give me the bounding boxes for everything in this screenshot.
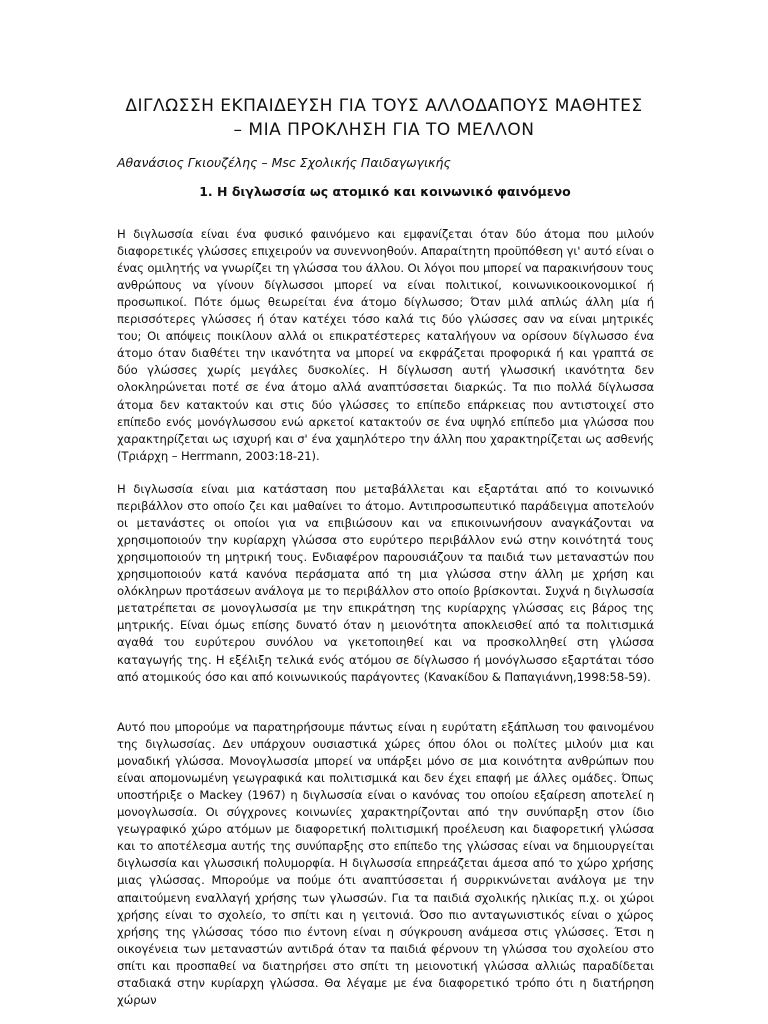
section-heading: 1. Η διγλωσσία ως ατομικό και κοινωνικό φαινόμενο	[199, 184, 571, 199]
author-line: Αθανάσιος Γκιουζέλης – Msc Σχολικής Παιδαγωγικής	[117, 155, 451, 170]
paragraph-2: Η διγλωσσία είναι μια κατάσταση που μεταβάλλεται και εξαρτάται από το κοινωνικό περιβάλλον στο οποίο ζει και μαθαίνει το άτομο. Αντιπροσωπευτικό παράδειγμα αποτελούν οι μετανάστες οι οποίοι για να επιβιώσουν και να επικοινωνήσουν αναγκάζονται να χρησιμοποιούν την κυρίαρχη γλώσσα στο ευρύτερο περιβάλλον ενώ στην κοινότητά τους χρησιμοποιούν τη μητρική τους. Ενδιαφέρον παρουσιάζουν τα παιδιά των μεταναστών που χρησιμοποιούν κατά κανόνα περάσματα από τη μια γλώσσα στην άλλη με χρήση και ολόκληρων προτάσεων ανάλογα με το περιβάλλον στο οποίο βρίσκονται. Συχνά η διγλωσσία μετατρέπεται σε μονογλωσσία με την επικράτηση της κυρίαρχης γλώσσας εις βάρος της μητρικής. Είναι όμως επίσης δυνατό όταν η μειονότητα αποκλεισθεί από τα πολιτισμικά αγαθά του ευρύτερου συνόλου να γκετοποιηθεί και να προσκολληθεί στη γλώσσα καταγωγής της. Η εξέλιξη τελικά ενός ατόμου σε δίγλωσσο ή μονόγλωσσο εξαρτάται τόσο από ατομικούς όσο και από κοινωνικούς παράγοντες (Κανακίδου & Παπαγιάννη,1998:58-59).	[117, 481, 654, 684]
document-title	[90, 94, 678, 142]
title-line-1: ΔΙΓΛΩΣΣΗ ΕΚΠΑΙΔΕΥΣΗ ΓΙΑ ΤΟΥΣ ΑΛΛΟΔΑΠΟΥΣ ΜΑΘΗΤΕΣ	[125, 96, 643, 116]
title-line-2: – ΜΙΑ ΠΡΟΚΛΗΣΗ ΓΙΑ ΤΟ ΜΕΛΛΟΝ	[233, 120, 535, 140]
paragraph-1: Η διγλωσσία είναι ένα φυσικό φαινόμενο και εμφανίζεται όταν δύο άτομα που μιλούν διαφορετικές γλώσσες επιχειρούν να συνεννοηθούν. Απαραίτητη προϋπόθεση γι' αυτό είναι ο ένας ομιλητής να γνωρίζει τη γλώσσα του άλλου. Οι λόγοι που μπορεί να παρακινήσουν τους ανθρώπους να γίνουν δίγλωσσοι μπορεί να είναι πολιτικοί, κοινωνικοοικονομικοί ή προσωπικοί. Πότε όμως θεωρείται ένα άτομο δίγλωσσο; Όταν μιλά απλώς άλλη μία ή περισσότερες γλώσσες ή όταν κατέχει τόσο καλά τις δύο γλώσσες σαν να είναι μητρικές του; Οι απόψεις ποικίλουν αλλά οι επικρατέστερες καταλήγουν να ορίσουν δίγλωσσο ένα άτομο όταν διαθέτει την ικανότητα να μπορεί να εκφράζεται προφορικά ή και γραπτά σε δύο γλώσσες χωρίς μεγάλες δυσκολίες. Η δίγλωσση αυτή γλωσσική ικανότητα δεν ολοκληρώνεται ποτέ σε ένα άτομο αλλά αναπτύσσεται διαρκώς. Τα πιο πολλά δίγλωσσα άτομα δεν κατακτούν και στις δύο γλώσσες το επίπεδο επάρκειας που αντιστοιχεί στο επίπεδο ενός μονόγλωσσου ενώ αρκετοί κατακτούν σε ένα υψηλό επίπεδο μια γλώσσα που χαρακτηρίζεται ως ισχυρή και σ' ένα χαμηλότερο την άλλη που χαρακτηρίζεται ως ασθενής (Τριάρχη – Herrmann, 2003:18-21).	[117, 226, 654, 463]
paragraph-3: Αυτό που μπορούμε να παρατηρήσουμε πάντως είναι η ευρύτατη εξάπλωση του φαινομένου της διγλωσσίας. Δεν υπάρχουν ουσιαστικά χώρες όπου όλοι οι πολίτες μιλούν μια και μοναδική γλώσσα. Μονογλωσσία μπορεί να υπάρξει μόνο σε μια κοινότητα ανθρώπων που είναι απομονωμένη γεωγραφικά και πολιτισμικά και δεν έχει επαφή με άλλες ομάδες. Όπως υποστήριξε ο Mackey (1967) η διγλωσσία είναι ο κανόνας του οποίου εξαίρεση αποτελεί η μονογλωσσία. Οι σύγχρονες κοινωνίες χαρακτηρίζονται από την συνύπαρξη στον ίδιο γεωγραφικό χώρο ατόμων με διαφορετική πολιτισμική προέλευση και διαφορετική γλώσσα και το αποτέλεσμα αυτής της συνύπαρξης στο επίπεδο της γλώσσας είναι να δημιουργείται διγλωσσία και γλωσσική πολυμορφία. Η διγλωσσία επηρεάζεται άμεσα από το χώρο χρήσης μιας γλώσσας. Μπορούμε να πούμε ότι αναπτύσσεται ή συρρικνώνεται ανάλογα με την απαιτούμενη εναλλαγή χρήσης των γλωσσών. Για τα παιδιά σχολικής ηλικίας π.χ. οι χώροι χρήσης είναι το σχολείο, το σπίτι και η γειτονιά. Όσο πιο ανταγωνιστικός είναι ο χώρος χρήσης της γλώσσας τόσο πιο έντονη είναι η σύγκρουση ανάμεσα στις γλώσσες. Έτσι η οικογένεια των μεταναστών αντιδρά όταν τα παιδιά φέρνουν τη γλώσσα του σχολείου στο σπίτι και προσπαθεί να διατηρήσει στο σπίτι τη μειονοτική γλώσσα αλλιώς παραδίδεται σταδιακά στην κυρίαρχη γλώσσα. Θα λέγαμε με ένα διαφορετικό τρόπο ότι η διατήρηση χώρων	[117, 719, 654, 1008]
